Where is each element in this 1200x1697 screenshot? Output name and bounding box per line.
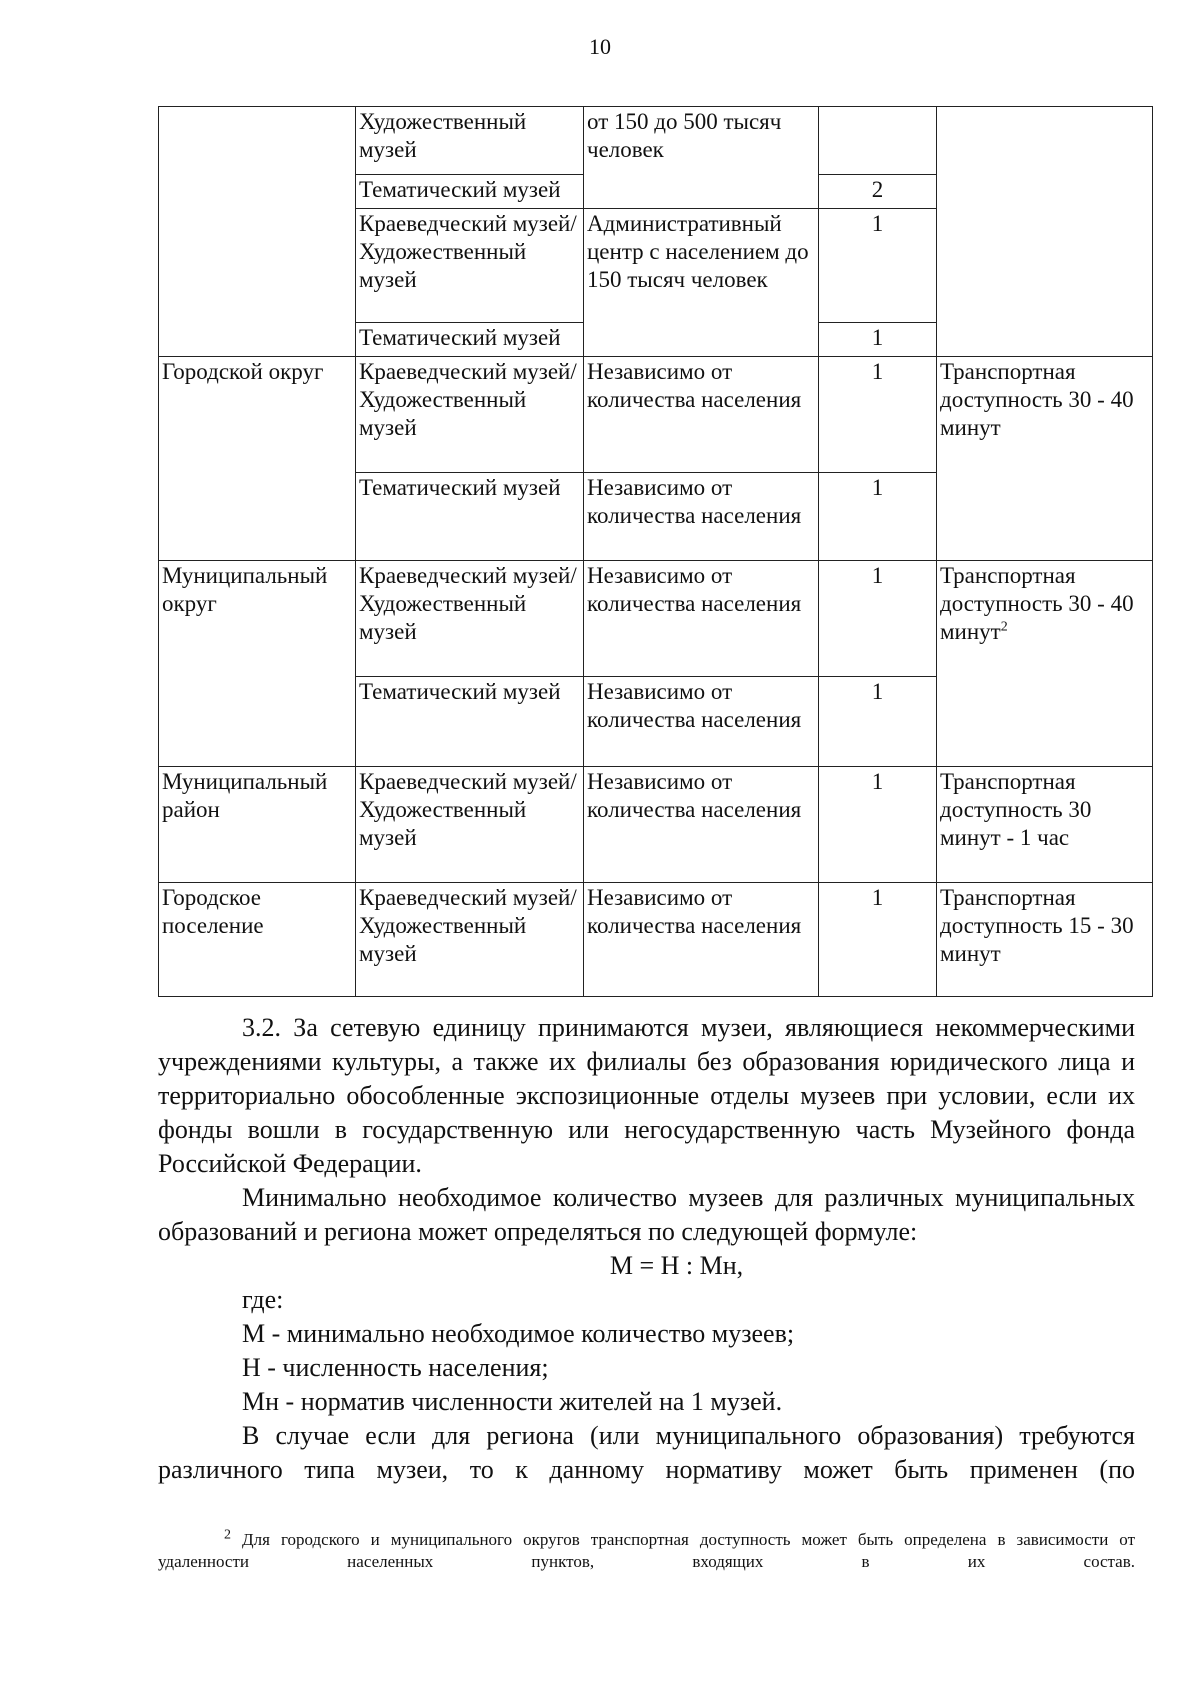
- formula-definition-m: М - минимально необходимое количество музеев;: [242, 1319, 795, 1348]
- table-row: [159, 883, 1153, 997]
- table-cell-count: 1: [819, 677, 937, 767]
- table-cell-museum-type: Краеведческий музей/ Художественный музей: [356, 767, 584, 883]
- table-cell-museum-type: Тематический музей: [356, 473, 584, 561]
- table-cell-museum-type: Тематический музей: [356, 175, 584, 209]
- table-cell-population: Независимо от количества населения: [584, 357, 819, 473]
- table-cell-accessibility: Транспортная доступность 30 - 40 минут$^2$: [937, 561, 1153, 767]
- body-text: [158, 1011, 1135, 1487]
- table-cell-municipality: Муниципальный округ: [159, 561, 356, 767]
- table-cell-museum-type: Художественный музей: [356, 107, 584, 175]
- paragraph-formula-intro: Минимально необходимое количество музеев для различных муниципальных образований и региона может определяться по следующей формуле:: [158, 1183, 1135, 1246]
- table-cell-count: [819, 107, 937, 175]
- table-cell-municipality: Городской округ: [159, 357, 356, 561]
- museum-norms-table: [158, 106, 1153, 997]
- table-cell-accessibility: Транспортная доступность 30 минут - 1 час: [937, 767, 1153, 883]
- table-cell-museum-type: Краеведческий музей/ Художественный музей: [356, 209, 584, 323]
- formula-definition-mn: Мн - норматив численности жителей на 1 музей.: [242, 1387, 783, 1416]
- table-cell-municipality: Муниципальный район: [159, 767, 356, 883]
- table-cell-count: 2: [819, 175, 937, 209]
- table-cell-population: Административный центр с населением до 150 тысяч человек: [584, 209, 819, 357]
- table-cell-count: 1: [819, 561, 937, 677]
- table-row: [159, 357, 1153, 473]
- table-cell-municipality: Городское поселение: [159, 883, 356, 997]
- table-cell-museum-type: Краеведческий музей/ Художественный музей: [356, 561, 584, 677]
- table-cell-count: 1: [819, 883, 937, 997]
- formula: М = Н : Мн,: [609, 1251, 744, 1280]
- footnote-text: Для городского и муниципального округов транспортная доступность может быть определена в зависимости от удаленности населенных пунктов, входящих в их состав.: [158, 1530, 1136, 1571]
- table-cell-count: 1: [819, 323, 937, 357]
- table-cell-population: Независимо от количества населения: [584, 767, 819, 883]
- table-cell-museum-type: Краеведческий музей/ Художественный музей: [356, 357, 584, 473]
- table-cell-accessibility: Транспортная доступность 30 - 40 минут: [937, 357, 1153, 561]
- table-row: [159, 107, 1153, 175]
- table-cell-population: Независимо от количества населения: [584, 883, 819, 997]
- table-cell-population: Независимо от количества населения: [584, 677, 819, 767]
- paragraph-museum-types: В случае если для региона (или муниципального образования) требуются различного типа музеи, то к данному нормативу может быть применен (по: [158, 1421, 1135, 1484]
- table-cell-count: 1: [819, 209, 937, 323]
- table-cell-population: Независимо от количества населения: [584, 473, 819, 561]
- table-cell-accessibility: Транспортная доступность 15 - 30 минут: [937, 883, 1153, 997]
- table-cell-population: Независимо от количества населения: [584, 561, 819, 677]
- table-row: [159, 561, 1153, 677]
- formula-where: где:: [242, 1285, 284, 1314]
- table-cell-museum-type: Тематический музей: [356, 323, 584, 357]
- table-cell-population: от 150 до 500 тысяч человек: [584, 107, 819, 209]
- table-cell-count: 1: [819, 767, 937, 883]
- table-cell-museum-type: Тематический музей: [356, 677, 584, 767]
- footnote-mark: 2: [224, 1527, 231, 1543]
- footnote-ref: 2: [1000, 619, 1008, 635]
- table-cell-count: 1: [819, 357, 937, 473]
- table-cell-museum-type: Краеведческий музей/ Художественный музей: [356, 883, 584, 997]
- formula-definition-n: Н - численность населения;: [242, 1353, 549, 1382]
- table-cell-count: 1: [819, 473, 937, 561]
- table-cell-accessibility: [937, 107, 1153, 357]
- paragraph-network-unit: 3.2. За сетевую единицу принимаются музеи, являющиеся некоммерческими учреждениями культуры, а также их филиалы без образования юридического лица и территориально обособленные экспозиционные отделы музеев при условии, если их фонды вошли в государственную или негосударственную часть Музейного фонда Российской Федерации.: [158, 1013, 1135, 1178]
- page-number: 10: [589, 34, 611, 59]
- footnote: [158, 1529, 1135, 1573]
- table-row: [159, 767, 1153, 883]
- table-cell-municipality: [159, 107, 356, 357]
